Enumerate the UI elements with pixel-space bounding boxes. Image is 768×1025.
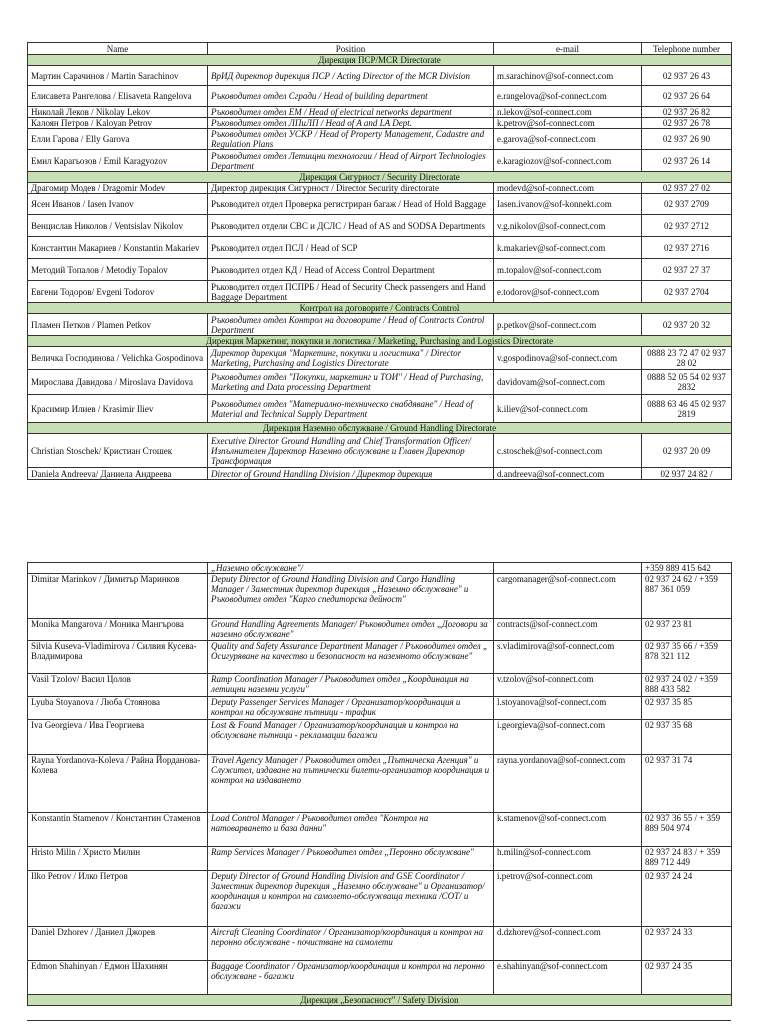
name-cell: Silvia Kuseva-Vladimirova / Силвия Кусева-Владимирова <box>28 641 208 674</box>
email-cell[interactable] <box>494 563 642 574</box>
email-cell[interactable]: davidovam@sof-connect.com <box>494 370 642 395</box>
position-cell: Quality and Safety Assurance Department Manager / Ръководител отдел „ Осигуряване на качество и безопасност на наземното обслужване" <box>208 641 494 674</box>
table-row <box>28 641 732 674</box>
section-title: Дирекция Наземно обслужване / Ground Handling Directorate <box>28 423 732 434</box>
table-row <box>28 468 732 480</box>
email-cell[interactable]: e.shahinyan@sof-connect.com <box>494 961 642 995</box>
position-cell: Ръководител отдел ПСЛ / Head of SCP <box>208 237 494 259</box>
section-title: Контрол на договорите / Contracts Control <box>28 303 732 314</box>
name-cell: Edmon Shahinyan / Едмон Шахинян <box>28 961 208 995</box>
partial-row-cutoff <box>27 1020 731 1025</box>
table-row <box>28 720 732 755</box>
telephone-cell: 02 937 26 90 <box>642 129 732 150</box>
position-cell: Director of Ground Handling Division / Директор дирекция <box>208 468 494 480</box>
table-row <box>28 755 732 813</box>
name-cell: Калоян Петров / Kaloyan Petrov <box>28 118 208 129</box>
email-cell[interactable]: e.rangelova@sof-connect.com <box>494 86 642 107</box>
table-row <box>28 574 732 619</box>
position-cell: Директор дирекция Сигурност / Director Security directorate <box>208 183 494 194</box>
position-cell: Executive Director Ground Handling and Chief Transformation Officer/ Изпълнителен Директор Наземно обслужване и Главен Директор Трансформация <box>208 434 494 468</box>
section-title: Дирекция ПСР/MCR Directorate <box>28 55 732 66</box>
name-cell: Konstantin Stamenov / Константин Стаменов <box>28 813 208 847</box>
position-cell: Ръководител отдел Контрол на договорите / Head of Contracts Control Department <box>208 314 494 336</box>
telephone-cell: 02 937 2712 <box>642 215 732 237</box>
name-cell: Елли Гарова / Elly Garova <box>28 129 208 150</box>
header-telephone: Telephone number <box>642 43 732 55</box>
name-cell: Венцислав Николов / Ventsislav Nikolov <box>28 215 208 237</box>
table-row <box>28 395 732 423</box>
telephone-cell: 02 937 31 74 <box>642 755 732 813</box>
name-cell: Daniel Dzhorev / Даниел Джорев <box>28 927 208 961</box>
table-row <box>28 150 732 172</box>
position-cell: Ground Handling Agreements Manager/ Ръководител отдел „Договори за наземно обслужване" <box>208 619 494 641</box>
email-cell[interactable]: k.iliev@sof-connect.com <box>494 395 642 423</box>
name-cell: Евгени Тодоров/ Evgeni Todorov <box>28 281 208 303</box>
telephone-cell: 02 937 26 78 <box>642 118 732 129</box>
name-cell: Vasil Tzolov/ Васил Цолов <box>28 674 208 697</box>
header-position: Position <box>208 43 494 55</box>
name-cell: Константин Макариев / Konstantin Makariev <box>28 237 208 259</box>
telephone-cell: 0888 63 46 45 02 937 2819 <box>642 395 732 423</box>
email-cell[interactable]: Iasen.ivanov@sof-konnekt.com <box>494 194 642 215</box>
table-row <box>28 215 732 237</box>
telephone-cell: 02 937 35 85 <box>642 697 732 720</box>
telephone-cell: 02 937 36 55 / + 359 889 504 974 <box>642 813 732 847</box>
telephone-cell: +359 889 415 642 <box>642 563 732 574</box>
name-cell: Daniela Andreeva/ Даниела Андреева <box>28 468 208 480</box>
table-row <box>28 961 732 995</box>
position-cell: ВрИД директор дирекция ПСР / Acting Director of the MCR Division <box>208 66 494 86</box>
section-header-row <box>28 172 732 183</box>
name-cell: Dimitar Marinkov / Димитър Маринков <box>28 574 208 619</box>
table-row <box>28 434 732 468</box>
email-cell[interactable]: l.stoyanova@sof-connect.com <box>494 697 642 720</box>
telephone-cell: 0888 23 72 47 02 937 28 02 <box>642 347 732 370</box>
position-cell: Ръководител отдел "Материално-техническо снабдяване" / Head of Material and Technical Supply Department <box>208 395 494 423</box>
telephone-cell: 02 937 24 82 / <box>642 468 732 480</box>
email-cell[interactable]: modevd@sof-connect.com <box>494 183 642 194</box>
position-cell: Ръководител отдел КД / Head of Access Control Department <box>208 259 494 281</box>
table-row <box>28 813 732 847</box>
table-row <box>28 183 732 194</box>
telephone-cell: 02 937 23 81 <box>642 619 732 641</box>
table-row <box>28 314 732 336</box>
section-header-row <box>28 423 732 434</box>
email-cell[interactable]: k.petrov@sof-connect.com <box>494 118 642 129</box>
table-row <box>28 347 732 370</box>
section-title: Дирекция „Безопасност" / Safety Division <box>28 995 732 1006</box>
name-cell: Драгомир Модев / Dragomir Modev <box>28 183 208 194</box>
position-cell: Baggage Coordinator / Организатор/координация и контрол на перонно обслужване - багажи <box>208 961 494 995</box>
position-cell: Ръководител отдел Сгради / Head of building department <box>208 86 494 107</box>
name-cell: Ясен Иванов / Iasen Ivanov <box>28 194 208 215</box>
position-cell: Ръководител отдел ЛПиЛП / Head of A and LA Dept. <box>208 118 494 129</box>
email-cell[interactable]: d.dzhorev@sof-connect.com <box>494 927 642 961</box>
section-header-row <box>28 336 732 347</box>
position-cell: Ръководител отдели СВС и ДСЛС / Head of AS and SODSA Departments <box>208 215 494 237</box>
table-row <box>28 674 732 697</box>
email-cell[interactable]: m.sarachinov@sof-connect.com <box>494 66 642 86</box>
email-cell[interactable]: e.karagiozov@sof-connect.com <box>494 150 642 172</box>
telephone-cell: 02 937 24 35 <box>642 961 732 995</box>
name-cell: Мирослава Давидова / Miroslava Davidova <box>28 370 208 395</box>
email-cell[interactable]: p.petkov@sof-connect.com <box>494 314 642 336</box>
header-email: e-mail <box>494 43 642 55</box>
table-row <box>28 86 732 107</box>
email-cell[interactable]: v.tzolov@sof-connect.com <box>494 674 642 697</box>
telephone-cell: 02 937 24 33 <box>642 927 732 961</box>
telephone-cell: 0888 52 05 54 02 937 2832 <box>642 370 732 395</box>
name-cell: Красимир Илиев / Krasimir Iliev <box>28 395 208 423</box>
email-cell[interactable]: contracts@sof-connect.com <box>494 619 642 641</box>
name-cell: Lyuba Stoyanova / Люба Стоянова <box>28 697 208 720</box>
name-cell: Елисавета Рангелова / Elisaveta Rangelova <box>28 86 208 107</box>
table-row <box>28 107 732 118</box>
telephone-cell: 02 937 26 82 <box>642 107 732 118</box>
section-title: Дирекция Маркетинг, покупки и логистика / Marketing, Purchasing and Logistics Directorate <box>28 336 732 347</box>
position-cell: Ръководител отдел "Покупки, маркетинг и ТОИ" / Head of Purchasing, Marketing and Data processing Department <box>208 370 494 395</box>
name-cell: Емил Карагьозов / Emil Karagyozov <box>28 150 208 172</box>
name-cell: Ilko Petrov / Илко Петров <box>28 871 208 927</box>
email-cell[interactable]: e.todorov@sof-connect.com <box>494 281 642 303</box>
table-row <box>28 847 732 871</box>
position-cell: Ръководител отдел ЕМ / Head of electrical networks department <box>208 107 494 118</box>
email-cell[interactable]: cargomanager@sof-connect.com <box>494 574 642 619</box>
telephone-cell: 02 937 2704 <box>642 281 732 303</box>
telephone-cell: 02 937 24 62 / +359 887 361 059 <box>642 574 732 619</box>
name-cell: Rayna Yordanova-Koleva / Райна Йорданова-Колева <box>28 755 208 813</box>
email-cell[interactable]: n.lekov@sof-connect.com <box>494 107 642 118</box>
email-cell[interactable]: c.stoschek@sof-connect.com <box>494 434 642 468</box>
telephone-cell: 02 937 20 32 <box>642 314 732 336</box>
telephone-cell: 02 937 27 02 <box>642 183 732 194</box>
email-cell[interactable]: h.milin@sof-connect.com <box>494 847 642 871</box>
email-cell[interactable]: rayna.yordanova@sof-connect.com <box>494 755 642 813</box>
telephone-cell: 02 937 26 64 <box>642 86 732 107</box>
name-cell: Николай Леков / Nikolay Lekov <box>28 107 208 118</box>
table-row <box>28 697 732 720</box>
section-header-row <box>28 303 732 314</box>
telephone-cell: 02 937 24 24 <box>642 871 732 927</box>
position-cell: Travel Agency Manager / Ръководител отдел „Пътническа Агенция" и Служител, издаване на пътнически билети-организатор координация и контрол на издаването <box>208 755 494 813</box>
name-cell: Пламен Петков / Plamen Petkov <box>28 314 208 336</box>
email-cell[interactable]: s.vladimirova@sof-connect.com <box>494 641 642 674</box>
position-cell: Ръководител отдел Летищни технологии / Head of Airport Technologies Department <box>208 150 494 172</box>
name-cell <box>28 563 208 574</box>
table-row <box>28 194 732 215</box>
email-cell[interactable]: i.georgieva@sof-connect.com <box>494 720 642 755</box>
name-cell: Величка Господинова / Velichka Gospodinova <box>28 347 208 370</box>
header-name: Name <box>28 43 208 55</box>
telephone-cell: 02 937 27 37 <box>642 259 732 281</box>
position-cell: Deputy Passenger Services Manager / Организатор/координация и контрол на обслужване пътници - трафик <box>208 697 494 720</box>
table-row <box>28 259 732 281</box>
telephone-cell: 02 937 2709 <box>642 194 732 215</box>
name-cell: Мартин Сарачинов / Martin Sarachinov <box>28 66 208 86</box>
position-cell: Ръководител отдел ПСПРБ / Head of Security Check passengers and Hand Baggage Department <box>208 281 494 303</box>
position-cell: Aircraft Cleaning Coordinator / Организатор/координация и контрол на перонно обслужване - почистване на самолети <box>208 927 494 961</box>
telephone-cell: 02 937 35 68 <box>642 720 732 755</box>
contacts-table-page-2 <box>27 562 732 1006</box>
position-cell: Ръководител отдел УСКР / Head of Property Management, Cadastre and Regulation Plans <box>208 129 494 150</box>
position-cell: Ръководител отдел Проверка регистриран багаж / Head of Hold Baggage <box>208 194 494 215</box>
telephone-cell: 02 937 2716 <box>642 237 732 259</box>
email-cell[interactable]: v.gospodinova@sof-connect.com <box>494 347 642 370</box>
position-cell: Deputy Director of Ground Handling Division and Cargo Handling Manager / Заместник директор дирекция „Наземно обслужване" и Ръководител отдел "Карго спедиторска дейност" <box>208 574 494 619</box>
section-header-row <box>28 995 732 1006</box>
position-cell: Load Control Manager / Ръководител отдел "Контрол на натоварването и база данни" <box>208 813 494 847</box>
table-row <box>28 237 732 259</box>
name-cell: Iva Georgieva / Ива Георгиева <box>28 720 208 755</box>
table-row <box>28 619 732 641</box>
table-row <box>28 129 732 150</box>
table-row <box>28 871 732 927</box>
telephone-cell: 02 937 24 02 / +359 888 433 582 <box>642 674 732 697</box>
email-cell[interactable]: v.g.nikolov@sof-connect.com <box>494 215 642 237</box>
email-cell[interactable]: k.stamenov@sof-connect.com <box>494 813 642 847</box>
name-cell: Monika Mangarova / Моника Мангърова <box>28 619 208 641</box>
section-header-row <box>28 55 732 66</box>
email-cell[interactable]: d.andreeva@sof-connect.com <box>494 468 642 480</box>
email-cell[interactable]: k.makariev@sof-connect.com <box>494 237 642 259</box>
telephone-cell: 02 937 26 14 <box>642 150 732 172</box>
table-row <box>28 66 732 86</box>
position-cell: Ramp Services Manager / Ръководител отдел „Перонно обслужване" <box>208 847 494 871</box>
contacts-table-page-1 <box>27 42 732 480</box>
position-cell: Ramp Coordination Manager / Ръководител отдел „Координация на летищни наземни услуги" <box>208 674 494 697</box>
email-cell[interactable]: e.garova@sof-connect.com <box>494 129 642 150</box>
table-row <box>28 281 732 303</box>
telephone-cell: 02 937 20 09 <box>642 434 732 468</box>
table-row <box>28 927 732 961</box>
table-header-row <box>28 43 732 55</box>
telephone-cell: 02 937 26 43 <box>642 66 732 86</box>
telephone-cell: 02 937 35 66 / +359 878 321 112 <box>642 641 732 674</box>
telephone-cell: 02 937 24 83 / + 359 889 712 449 <box>642 847 732 871</box>
name-cell: Hristo Milin / Христо Милин <box>28 847 208 871</box>
section-title: Дирекция Сигурност / Security Directorate <box>28 172 732 183</box>
table-row <box>28 370 732 395</box>
position-cell: Lost & Found Manager / Организатор/координация и контрол на обслужване пътници - рекламации багажи <box>208 720 494 755</box>
email-cell[interactable]: m.topalov@sof-connect.com <box>494 259 642 281</box>
table-row <box>28 118 732 129</box>
table-row <box>28 563 732 574</box>
name-cell: Christian Stoschek/ Кристиан Стошек <box>28 434 208 468</box>
position-cell: Директор дирекция "Маркетинг, покупки и логистика" / Director Marketing, Purchasing and Logistics Directorate <box>208 347 494 370</box>
name-cell: Методий Топалов / Metodiy Topalov <box>28 259 208 281</box>
position-cell: „Наземно обслужване"/ <box>208 563 494 574</box>
position-cell: Deputy Director of Ground Handling Division and GSE Coordinator / Заместник директор дирекция „Наземно обслужване" и Организатор/координация и контрол на самолето-обслужваща техника /СОТ/ и багажи <box>208 871 494 927</box>
email-cell[interactable]: i.petrov@sof-connect.com <box>494 871 642 927</box>
